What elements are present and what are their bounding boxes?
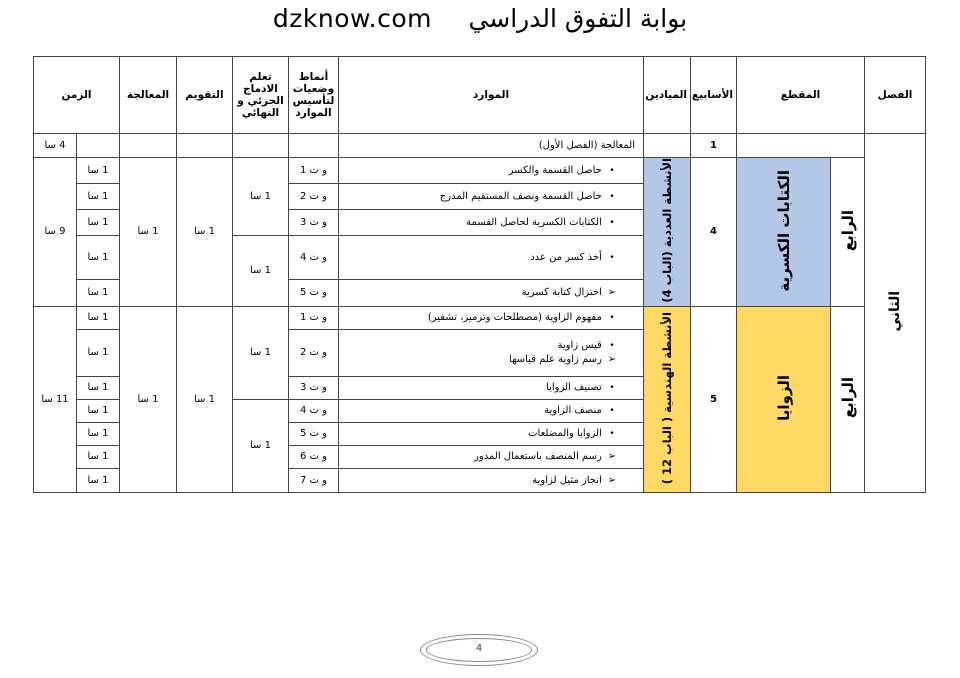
situation-ref: و ت 1 <box>289 306 339 329</box>
list-item: • أخذ كسر من عدد <box>339 236 644 280</box>
header-weeks: الأسابيع <box>691 57 737 134</box>
time-total-2: 11 سا <box>34 306 77 492</box>
segment-title-1: الكتابات الكسرية <box>737 158 831 307</box>
site-arabic-title: بوابة التفوق الدراسي <box>468 4 688 33</box>
time-cell: 1 سا <box>77 376 120 399</box>
situation-ref: و ت 4 <box>289 236 339 280</box>
time-cell: 1 سا <box>77 279 120 306</box>
time-cell: 1 سا <box>77 210 120 236</box>
page-number-badge <box>420 634 538 666</box>
header-situations: أنماط وضعيات لتأسيس الموارد <box>289 57 339 134</box>
situation-ref: و ت 3 <box>289 376 339 399</box>
list-item: • حاصل القسمة ونصف المستقيم المدرج <box>339 184 644 210</box>
situation-ref: و ت 5 <box>289 422 339 445</box>
table-row <box>34 306 926 329</box>
table-row <box>34 158 926 184</box>
term-cell <box>865 134 926 493</box>
list-item: • تصنيف الزوايا <box>339 376 644 399</box>
segment-title-2: الزوايا <box>737 306 831 492</box>
week-1: 4 <box>691 158 737 307</box>
segment-label-2: الرابع <box>831 306 865 492</box>
list-item: • الزوايا والمضلعات <box>339 422 644 445</box>
intro-time: 4 سا <box>34 134 77 158</box>
intro-week: 1 <box>691 134 737 158</box>
remediation-2: 1 سا <box>120 306 177 492</box>
lesson-plan-table <box>33 56 926 493</box>
time-cell: 1 سا <box>77 329 120 376</box>
page-number: 4 <box>475 643 483 654</box>
header-row <box>34 57 926 134</box>
header-remediation: المعالجة <box>120 57 177 134</box>
situation-ref: و ت 1 <box>289 158 339 184</box>
situation-ref: و ت 7 <box>289 468 339 492</box>
header-resources: الموارد <box>339 57 644 134</box>
header-term: الفصل <box>865 57 926 134</box>
time-cell: 1 سا <box>77 158 120 184</box>
list-item: • حاصل القسمة والكسر <box>339 158 644 184</box>
integration-2b: 1 سا <box>233 399 289 492</box>
term-name: الثاني <box>887 291 904 332</box>
page-title <box>0 4 960 33</box>
evaluation-2: 1 سا <box>177 306 233 492</box>
time-cell: 1 سا <box>77 468 120 492</box>
situation-ref: و ت 2 <box>289 329 339 376</box>
list-item: ➢ انجاز مثيل لزاوية <box>339 468 644 492</box>
situation-ref: و ت 4 <box>289 399 339 422</box>
header-domains: الميادين <box>644 57 691 134</box>
week-2: 5 <box>691 306 737 492</box>
integration-2a: 1 سا <box>233 306 289 399</box>
time-cell: 1 سا <box>77 399 120 422</box>
situation-ref: و ت 6 <box>289 445 339 468</box>
situation-ref: و ت 3 <box>289 210 339 236</box>
segment-label-1: الرابع <box>831 158 865 307</box>
list-item: ➢ رسم المنصف باستعمال المدور <box>339 445 644 468</box>
domain-2: الأنشطة الهندسية ( الباب 12 ) <box>644 306 691 492</box>
time-total-1: 9 سا <box>34 158 77 307</box>
header-integration: تعلم الادماج الجزئي و النهائي <box>233 57 289 134</box>
list-item: • مفهوم الزاوية (مصطلحات وترميز، تشفير) <box>339 306 644 329</box>
list-item: • الكتابات الكسرية لحاصل القسمة <box>339 210 644 236</box>
time-cell: 1 سا <box>77 306 120 329</box>
time-cell: 1 سا <box>77 445 120 468</box>
list-item: • منصف الزاوية <box>339 399 644 422</box>
situation-ref: و ت 5 <box>289 279 339 306</box>
site-name: dzknow.com <box>272 4 432 33</box>
list-item: ➢ اختزال كتابة كسرية <box>339 279 644 306</box>
list-item: • قيس زاوية ➢ رسم زاوية علم قياسها <box>339 329 644 376</box>
intro-text: المعالجة (الفصل الأول) <box>339 134 644 158</box>
integration-1a: 1 سا <box>233 158 289 236</box>
remediation-1: 1 سا <box>120 158 177 307</box>
intro-row <box>34 134 926 158</box>
evaluation-1: 1 سا <box>177 158 233 307</box>
integration-1b: 1 سا <box>233 236 289 307</box>
time-cell: 1 سا <box>77 422 120 445</box>
time-cell: 1 سا <box>77 184 120 210</box>
header-evaluation: التقويم <box>177 57 233 134</box>
domain-1: الأنشطة العددية (الباب 4) <box>644 158 691 307</box>
time-cell: 1 سا <box>77 236 120 280</box>
situation-ref: و ت 2 <box>289 184 339 210</box>
header-time: الزمن <box>34 57 120 134</box>
header-segment: المقطع <box>737 57 865 134</box>
